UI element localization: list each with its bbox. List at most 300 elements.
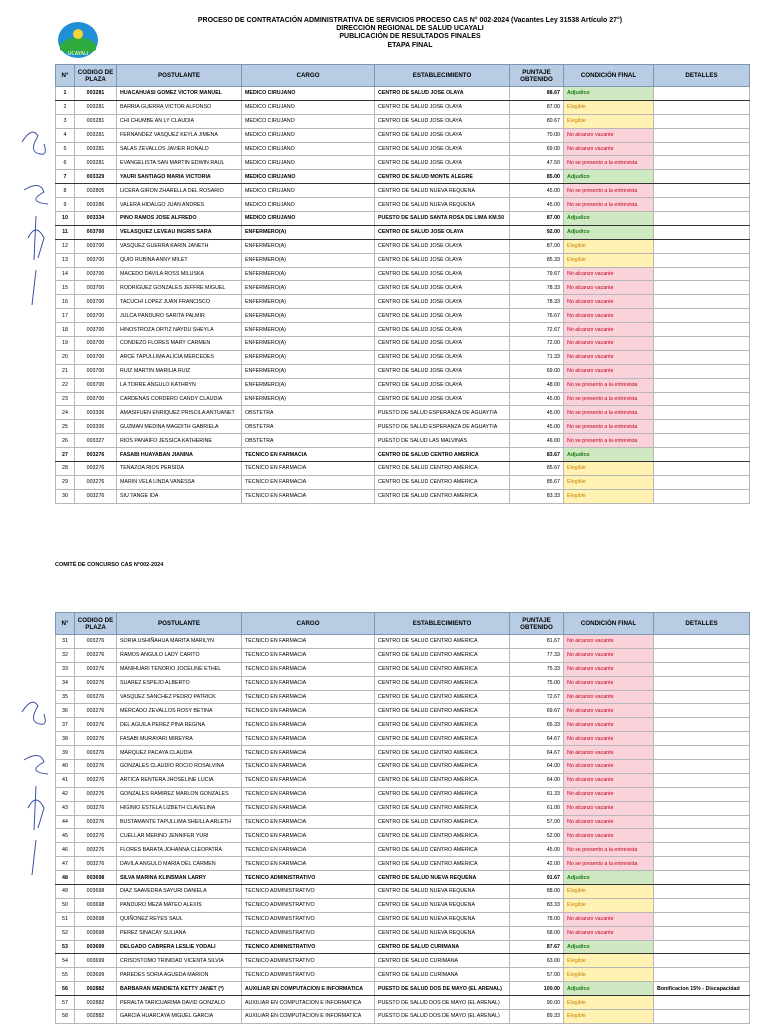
applicant-name-cell: TENAZOA RIOS PERSIDA <box>117 462 242 476</box>
details-cell <box>654 968 750 982</box>
handwritten-signature <box>14 690 60 880</box>
col-header-status: CONDICIÓN FINAL <box>564 613 654 635</box>
row-number-cell: 28 <box>56 462 75 476</box>
table-row <box>56 982 750 996</box>
applicant-name-cell: LA TORRE ANGULO KATHRYN <box>117 378 242 392</box>
final-status-cell: Elegible <box>564 1010 654 1024</box>
applicant-name-cell: PERALTA TARICUARIMA DAVID GONZALO <box>117 996 242 1010</box>
plaza-code-cell: 003281 <box>75 142 117 156</box>
row-number-cell: 29 <box>56 475 75 489</box>
position-cell: TECNICO ADMINISTRATIVO <box>242 954 375 968</box>
position-cell: TECNICO EN FARMACIA <box>242 648 375 662</box>
details-cell <box>654 773 750 787</box>
score-cell: 45.00 <box>510 843 564 857</box>
final-status-cell: Adjudico <box>564 940 654 954</box>
facility-cell: CENTRO DE SALUD CENTRO AMERICA <box>375 829 510 843</box>
facility-cell: PUESTO DE SALUD LAS MALVINAS <box>375 434 510 448</box>
position-cell: TECNICO EN FARMACIA <box>242 462 375 476</box>
table-row <box>56 253 750 267</box>
position-cell: ENFERMERO(A) <box>242 378 375 392</box>
score-cell: 87.67 <box>510 940 564 954</box>
details-cell <box>654 857 750 871</box>
position-cell: TECNICO EN FARMACIA <box>242 475 375 489</box>
plaza-code-cell: 003336 <box>75 406 117 420</box>
details-cell <box>654 801 750 815</box>
row-number-cell: 3 <box>56 114 75 128</box>
score-cell: 70.00 <box>510 128 564 142</box>
plaza-code-cell: 003276 <box>75 773 117 787</box>
details-cell <box>654 843 750 857</box>
final-status-cell: Elegible <box>564 954 654 968</box>
row-number-cell: 41 <box>56 773 75 787</box>
plaza-code-cell: 003286 <box>75 198 117 212</box>
row-number-cell: 9 <box>56 198 75 212</box>
score-cell: 87.00 <box>510 212 564 226</box>
final-status-cell: No alcanzo vacante <box>564 815 654 829</box>
details-cell <box>654 114 750 128</box>
score-cell: 87.00 <box>510 239 564 253</box>
table-row <box>56 212 750 226</box>
score-cell: 91.67 <box>510 871 564 885</box>
position-cell: TECNICO ADMINISTRATIVO <box>242 968 375 982</box>
applicant-name-cell: MACEDO DAVILA ROSS MILUSKA <box>117 267 242 281</box>
score-cell: 72.00 <box>510 337 564 351</box>
score-cell: 69.67 <box>510 704 564 718</box>
score-cell: 72.67 <box>510 323 564 337</box>
details-cell <box>654 170 750 184</box>
final-status-cell: No alcanzo vacante <box>564 746 654 760</box>
final-status-cell: No alcanzo vacante <box>564 350 654 364</box>
position-cell: MEDICO CIRUJANO <box>242 170 375 184</box>
row-number-cell: 58 <box>56 1010 75 1024</box>
score-cell: 65.33 <box>510 718 564 732</box>
document-header <box>110 17 710 50</box>
table-row <box>56 1010 750 1024</box>
facility-cell: CENTRO DE SALUD CURIMANA <box>375 954 510 968</box>
table-row <box>56 690 750 704</box>
row-number-cell: 1 <box>56 87 75 101</box>
row-number-cell: 43 <box>56 801 75 815</box>
row-number-cell: 56 <box>56 982 75 996</box>
final-status-cell: No alcanzo vacante <box>564 648 654 662</box>
position-cell: TECNICO EN FARMACIA <box>242 746 375 760</box>
plaza-code-cell: 003276 <box>75 829 117 843</box>
details-cell <box>654 489 750 503</box>
table-header-row <box>56 65 750 87</box>
plaza-code-cell: 003699 <box>75 968 117 982</box>
score-cell: 85.33 <box>510 253 564 267</box>
position-cell: TECNICO EN FARMACIA <box>242 843 375 857</box>
table-row <box>56 926 750 940</box>
table-row <box>56 198 750 212</box>
applicant-name-cell: AMASIFUEN ENRIQUEZ PRISCILA ANTUANET <box>117 406 242 420</box>
final-status-cell: No alcanzo vacante <box>564 926 654 940</box>
row-number-cell: 13 <box>56 253 75 267</box>
row-number-cell: 12 <box>56 239 75 253</box>
final-status-cell: No alcanzo vacante <box>564 787 654 801</box>
details-cell <box>654 253 750 267</box>
applicant-name-cell: RIOS PANAIFO JESSICA KATHERINE <box>117 434 242 448</box>
details-cell <box>654 718 750 732</box>
table-row <box>56 350 750 364</box>
row-number-cell: 4 <box>56 128 75 142</box>
details-cell <box>654 940 750 954</box>
position-cell: MEDICO CIRUJANO <box>242 212 375 226</box>
final-status-cell: No se presento a la entrevista <box>564 434 654 448</box>
score-cell: 64.67 <box>510 746 564 760</box>
table-row <box>56 732 750 746</box>
final-status-cell: No se presento a la entrevista <box>564 184 654 198</box>
plaza-code-cell: 003276 <box>75 718 117 732</box>
plaza-code-cell: 003276 <box>75 475 117 489</box>
details-cell <box>654 87 750 101</box>
facility-cell: CENTRO DE SALUD JOSE OLAYA <box>375 87 510 101</box>
row-number-cell: 32 <box>56 648 75 662</box>
facility-cell: CENTRO DE SALUD CENTRO AMERICA <box>375 704 510 718</box>
final-status-cell: Elegible <box>564 462 654 476</box>
position-cell: TECNICO EN FARMACIA <box>242 760 375 774</box>
table-row <box>56 829 750 843</box>
plaza-code-cell: 003281 <box>75 87 117 101</box>
plaza-code-cell: 003700 <box>75 225 117 239</box>
table-row <box>56 489 750 503</box>
row-number-cell: 36 <box>56 704 75 718</box>
position-cell: OBSTETRA <box>242 420 375 434</box>
score-cell: 45.00 <box>510 392 564 406</box>
applicant-name-cell: RUIZ MARTIN MARILIA RUIZ <box>117 364 242 378</box>
score-cell: 87.00 <box>510 100 564 114</box>
details-cell <box>654 787 750 801</box>
position-cell: ENFERMERO(A) <box>242 295 375 309</box>
position-cell: ENFERMERO(A) <box>242 281 375 295</box>
final-status-cell: Adjudico <box>564 170 654 184</box>
plaza-code-cell: 003699 <box>75 940 117 954</box>
applicant-name-cell: MANIHUARI TENORIO JOCELINE ETHEL <box>117 662 242 676</box>
row-number-cell: 8 <box>56 184 75 198</box>
plaza-code-cell: 003698 <box>75 898 117 912</box>
position-cell: OBSTETRA <box>242 434 375 448</box>
table-row <box>56 676 750 690</box>
facility-cell: CENTRO DE SALUD CENTRO AMERICA <box>375 718 510 732</box>
final-status-cell: No alcanzo vacante <box>564 142 654 156</box>
score-cell: 64.00 <box>510 760 564 774</box>
applicant-name-cell: YAURI SANTIAGO MARIA VICTORIA <box>117 170 242 184</box>
applicant-name-cell: DIAZ SAAVEDRA SAYURI DANIELA <box>117 885 242 899</box>
applicant-name-cell: SORIA USHIÑAHUA MARITA MARILYN <box>117 635 242 649</box>
plaza-code-cell: 003699 <box>75 954 117 968</box>
facility-cell: CENTRO DE SALUD CURIMANA <box>375 968 510 982</box>
row-number-cell: 27 <box>56 448 75 462</box>
applicant-name-cell: DELGADO CABRERA LESLIE YODALI <box>117 940 242 954</box>
position-cell: MEDICO CIRUJANO <box>242 114 375 128</box>
final-status-cell: No se presento a la entrevista <box>564 392 654 406</box>
applicant-name-cell: VELASQUEZ LEVEAU INGRIS SARA <box>117 225 242 239</box>
plaza-code-cell: 003700 <box>75 295 117 309</box>
facility-cell: CENTRO DE SALUD CENTRO AMERICA <box>375 857 510 871</box>
final-status-cell: No se presento a la entrevista <box>564 378 654 392</box>
plaza-code-cell: 003281 <box>75 156 117 170</box>
facility-cell: CENTRO DE SALUD NUEVA REQUENA <box>375 885 510 899</box>
score-cell: 71.33 <box>510 350 564 364</box>
applicant-name-cell: VASQUEZ SANCHEZ PEDRO PATRICK <box>117 690 242 704</box>
details-cell <box>654 648 750 662</box>
row-number-cell: 54 <box>56 954 75 968</box>
applicant-name-cell: GUZMAN MEDINA MAGDITH GABRIELA <box>117 420 242 434</box>
applicant-name-cell: CUELLAR MERINO JENNIFER YURI <box>117 829 242 843</box>
score-cell: 69.00 <box>510 142 564 156</box>
final-status-cell: Elegible <box>564 239 654 253</box>
details-cell <box>654 996 750 1010</box>
details-cell <box>654 323 750 337</box>
table-row <box>56 337 750 351</box>
details-cell <box>654 635 750 649</box>
applicant-name-cell: BARBARAN MENDIETA KETTY JANET (*) <box>117 982 242 996</box>
plaza-code-cell: 003700 <box>75 350 117 364</box>
details-cell <box>654 239 750 253</box>
plaza-code-cell: 003276 <box>75 448 117 462</box>
score-cell: 83.33 <box>510 898 564 912</box>
row-number-cell: 42 <box>56 787 75 801</box>
facility-cell: CENTRO DE SALUD JOSE OLAYA <box>375 267 510 281</box>
score-cell: 64.67 <box>510 732 564 746</box>
final-status-cell: No alcanzo vacante <box>564 267 654 281</box>
final-status-cell: No se presento a la entrevista <box>564 420 654 434</box>
details-cell <box>654 898 750 912</box>
position-cell: MEDICO CIRUJANO <box>242 156 375 170</box>
row-number-cell: 15 <box>56 281 75 295</box>
row-number-cell: 26 <box>56 434 75 448</box>
applicant-name-cell: BUSTAMANTE TAPULLIMA SHEILLA ARLETH <box>117 815 242 829</box>
final-status-cell: No alcanzo vacante <box>564 773 654 787</box>
table-row <box>56 773 750 787</box>
details-cell <box>654 912 750 926</box>
table-row <box>56 898 750 912</box>
facility-cell: CENTRO DE SALUD CENTRO AMERICA <box>375 843 510 857</box>
final-status-cell: Elegible <box>564 968 654 982</box>
table-row <box>56 954 750 968</box>
position-cell: TECNICO ADMINISTRATIVO <box>242 912 375 926</box>
facility-cell: CENTRO DE SALUD CENTRO AMERICA <box>375 676 510 690</box>
facility-cell: CENTRO DE SALUD NUEVA REQUENA <box>375 898 510 912</box>
col-header-code: CODIGO DE PLAZA <box>75 65 117 87</box>
applicant-name-cell: VALERA HIDALGO JUAN ANDRES <box>117 198 242 212</box>
final-status-cell: No alcanzo vacante <box>564 309 654 323</box>
position-cell: TECNICO ADMINISTRATIVO <box>242 940 375 954</box>
plaza-code-cell: 003276 <box>75 760 117 774</box>
facility-cell: CENTRO DE SALUD JOSE OLAYA <box>375 350 510 364</box>
position-cell: ENFERMERO(A) <box>242 323 375 337</box>
applicant-name-cell: CRISOSTOMO TRINIDAD VICENTA SILVIA <box>117 954 242 968</box>
facility-cell: CENTRO DE SALUD CENTRO AMERICA <box>375 773 510 787</box>
row-number-cell: 45 <box>56 829 75 843</box>
details-cell: Bonificacion 15% - Discapacidad <box>654 982 750 996</box>
col-header-facility: ESTABLECIMIENTO <box>375 613 510 635</box>
plaza-code-cell: 003276 <box>75 787 117 801</box>
facility-cell: CENTRO DE SALUD CENTRO AMERICA <box>375 662 510 676</box>
facility-cell: PUESTO DE SALUD ESPERANZA DE AGUAYTIA <box>375 406 510 420</box>
row-number-cell: 55 <box>56 968 75 982</box>
col-header-status: CONDICIÓN FINAL <box>564 65 654 87</box>
row-number-cell: 10 <box>56 212 75 226</box>
final-status-cell: No alcanzo vacante <box>564 760 654 774</box>
results-table-2 <box>55 612 750 1024</box>
position-cell: ENFERMERO(A) <box>242 253 375 267</box>
details-cell <box>654 746 750 760</box>
position-cell: MEDICO CIRUJANO <box>242 142 375 156</box>
plaza-code-cell: 003281 <box>75 100 117 114</box>
details-cell <box>654 142 750 156</box>
facility-cell: CENTRO DE SALUD CENTRO AMERICA <box>375 801 510 815</box>
score-cell: 64.00 <box>510 773 564 787</box>
facility-cell: CENTRO DE SALUD CENTRO AMERICA <box>375 448 510 462</box>
final-status-cell: No alcanzo vacante <box>564 295 654 309</box>
final-status-cell: Elegible <box>564 996 654 1010</box>
table-row <box>56 871 750 885</box>
facility-cell: CENTRO DE SALUD JOSE OLAYA <box>375 281 510 295</box>
position-cell: ENFERMERO(A) <box>242 309 375 323</box>
position-cell: TECNICO ADMINISTRATIVO <box>242 871 375 885</box>
position-cell: TECNICO EN FARMACIA <box>242 635 375 649</box>
final-status-cell: No se presento a la entrevista <box>564 843 654 857</box>
table-row <box>56 885 750 899</box>
facility-cell: CENTRO DE SALUD JOSE OLAYA <box>375 156 510 170</box>
final-status-cell: Elegible <box>564 114 654 128</box>
applicant-name-cell: PAREDES SORIA AGUEDA MARION <box>117 968 242 982</box>
score-cell: 77.33 <box>510 648 564 662</box>
row-number-cell: 31 <box>56 635 75 649</box>
score-cell: 68.00 <box>510 926 564 940</box>
table-row <box>56 760 750 774</box>
row-number-cell: 52 <box>56 926 75 940</box>
facility-cell: CENTRO DE SALUD CENTRO AMERICA <box>375 462 510 476</box>
position-cell: TECNICO ADMINISTRATIVO <box>242 885 375 899</box>
score-cell: 88.67 <box>510 87 564 101</box>
table-row <box>56 968 750 982</box>
col-header-position: CARGO <box>242 65 375 87</box>
applicant-name-cell: DEL AGUILA PEREZ PINA REGINA <box>117 718 242 732</box>
applicant-name-cell: SUAREZ ESPEJO ALBERTO <box>117 676 242 690</box>
position-cell: MEDICO CIRUJANO <box>242 128 375 142</box>
final-status-cell: No alcanzo vacante <box>564 323 654 337</box>
table-row <box>56 815 750 829</box>
position-cell: TECNICO EN FARMACIA <box>242 857 375 871</box>
score-cell: 63.00 <box>510 954 564 968</box>
score-cell: 85.67 <box>510 462 564 476</box>
position-cell: TECNICO EN FARMACIA <box>242 787 375 801</box>
applicant-name-cell: CARDENAS CORDERO CANDY CLAUDIA <box>117 392 242 406</box>
applicant-name-cell: CHI CHUMBE AN LY CLAUDIA <box>117 114 242 128</box>
position-cell: TECNICO ADMINISTRATIVO <box>242 926 375 940</box>
plaza-code-cell: 003700 <box>75 378 117 392</box>
details-cell <box>654 475 750 489</box>
row-number-cell: 6 <box>56 156 75 170</box>
row-number-cell: 23 <box>56 392 75 406</box>
details-cell <box>654 760 750 774</box>
plaza-code-cell: 003698 <box>75 926 117 940</box>
plaza-code-cell: 002882 <box>75 982 117 996</box>
details-cell <box>654 156 750 170</box>
plaza-code-cell: 003276 <box>75 843 117 857</box>
score-cell: 75.33 <box>510 662 564 676</box>
facility-cell: CENTRO DE SALUD JOSE OLAYA <box>375 392 510 406</box>
applicant-name-cell: SALAS ZEVALLOS JAVIER RONALD <box>117 142 242 156</box>
plaza-code-cell: 003329 <box>75 170 117 184</box>
facility-cell: CENTRO DE SALUD JOSE OLAYA <box>375 364 510 378</box>
score-cell: 76.67 <box>510 309 564 323</box>
table-row <box>56 364 750 378</box>
svg-text:UCAYALI: UCAYALI <box>67 51 89 57</box>
final-status-cell: No se presento a la entrevista <box>564 857 654 871</box>
row-number-cell: 37 <box>56 718 75 732</box>
row-number-cell: 24 <box>56 406 75 420</box>
position-cell: MEDICO CIRUJANO <box>242 184 375 198</box>
position-cell: TECNICO EN FARMACIA <box>242 448 375 462</box>
score-cell: 79.67 <box>510 267 564 281</box>
details-cell <box>654 100 750 114</box>
col-header-score: PUNTAJE OBTENIDO <box>510 613 564 635</box>
plaza-code-cell: 003276 <box>75 857 117 871</box>
plaza-code-cell: 003700 <box>75 323 117 337</box>
facility-cell: CENTRO DE SALUD CENTRO AMERICA <box>375 815 510 829</box>
score-cell: 42.00 <box>510 857 564 871</box>
score-cell: 88.00 <box>510 885 564 899</box>
position-cell: ENFERMERO(A) <box>242 225 375 239</box>
facility-cell: CENTRO DE SALUD CENTRO AMERICA <box>375 732 510 746</box>
final-status-cell: No alcanzo vacante <box>564 718 654 732</box>
table-row <box>56 378 750 392</box>
facility-cell: PUESTO DE SALUD DOS DE MAYO (EL ARENAL) <box>375 996 510 1010</box>
table-row <box>56 940 750 954</box>
facility-cell: PUESTO DE SALUD DOS DE MAYO (EL ARENAL) <box>375 1010 510 1024</box>
details-cell <box>654 267 750 281</box>
score-cell: 85.67 <box>510 475 564 489</box>
facility-cell: CENTRO DE SALUD JOSE OLAYA <box>375 253 510 267</box>
facility-cell: CENTRO DE SALUD JOSE OLAYA <box>375 309 510 323</box>
position-cell: MEDICO CIRUJANO <box>242 100 375 114</box>
final-status-cell: No alcanzo vacante <box>564 801 654 815</box>
plaza-code-cell: 003334 <box>75 212 117 226</box>
final-status-cell: No alcanzo vacante <box>564 662 654 676</box>
plaza-code-cell: 003281 <box>75 128 117 142</box>
position-cell: TECNICO EN FARMACIA <box>242 704 375 718</box>
header-line-3: PUBLICACIÓN DE RESULTADOS FINALES <box>339 33 481 41</box>
score-cell: 90.00 <box>510 996 564 1010</box>
applicant-name-cell: CONDEZO FLORES MARY CARMEN <box>117 337 242 351</box>
applicant-name-cell: FLORES BARATA JOHANNA CLEOPATRA <box>117 843 242 857</box>
table-row <box>56 128 750 142</box>
score-cell: 83.67 <box>510 448 564 462</box>
score-cell: 45.00 <box>510 406 564 420</box>
details-cell <box>654 295 750 309</box>
details-cell <box>654 198 750 212</box>
facility-cell: CENTRO DE SALUD CENTRO AMERICA <box>375 760 510 774</box>
score-cell: 47.50 <box>510 156 564 170</box>
score-cell: 48.00 <box>510 378 564 392</box>
row-number-cell: 14 <box>56 267 75 281</box>
row-number-cell: 46 <box>56 843 75 857</box>
header-line-4: ETAPA FINAL <box>387 41 433 49</box>
applicant-name-cell: LICERA GIRON ZHARELLA DEL ROSARIO <box>117 184 242 198</box>
applicant-name-cell: HUACAHUASI GOMEZ VICTOR MANUEL <box>117 87 242 101</box>
details-cell <box>654 406 750 420</box>
row-number-cell: 47 <box>56 857 75 871</box>
position-cell: TECNICO EN FARMACIA <box>242 732 375 746</box>
score-cell: 57.00 <box>510 815 564 829</box>
plaza-code-cell: 003276 <box>75 489 117 503</box>
position-cell: AUXILIAR EN COMPUTACION E INFORMATICA <box>242 982 375 996</box>
score-cell: 83.33 <box>510 489 564 503</box>
final-status-cell: Elegible <box>564 475 654 489</box>
